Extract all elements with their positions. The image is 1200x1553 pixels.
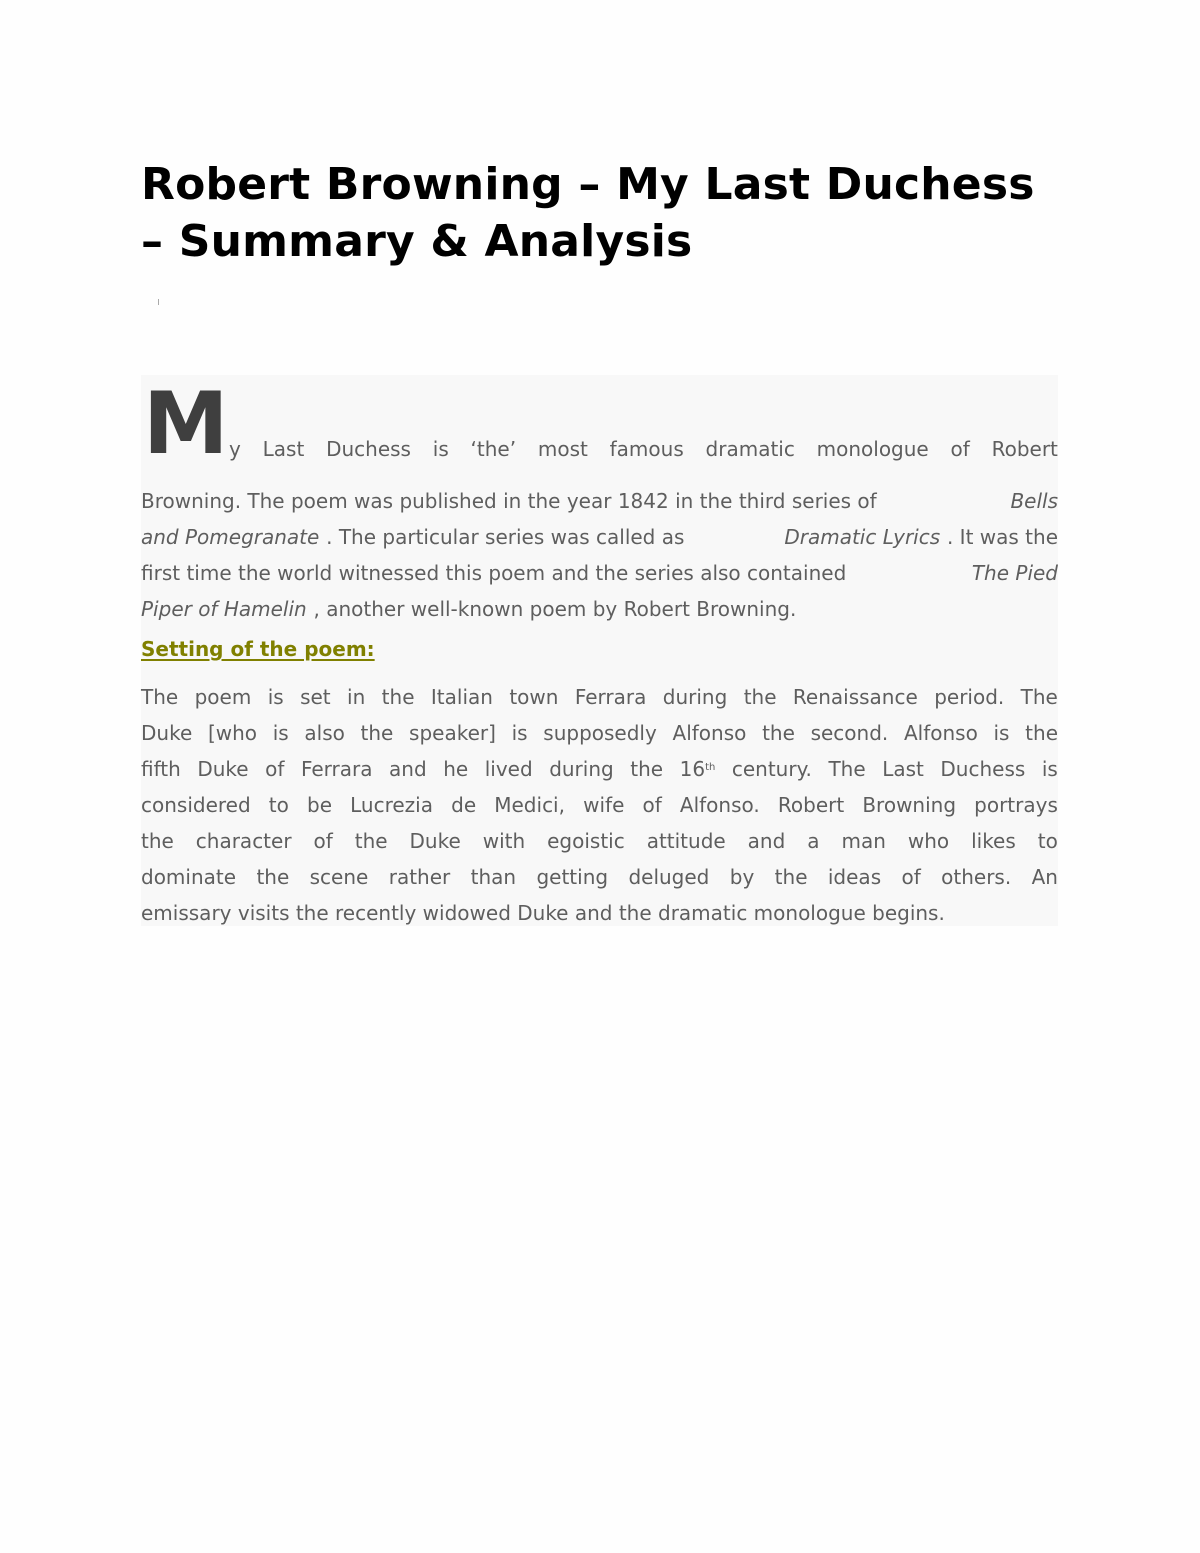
word: century. — [731, 757, 812, 781]
article-body — [141, 375, 1058, 926]
intro-line-2-text: Browning. The poem was published in the year 1842 in the third series of — [141, 489, 877, 513]
word: The — [1020, 685, 1058, 709]
word: speaker] — [409, 721, 496, 745]
word: set — [300, 685, 331, 709]
word: second. — [810, 721, 889, 745]
intro-line-4 — [141, 555, 1058, 591]
word: ideas — [827, 865, 882, 889]
word: Ferrara — [574, 685, 647, 709]
word: is — [272, 721, 289, 745]
word: fifth — [141, 757, 181, 781]
word: An — [1031, 865, 1058, 889]
word: is — [1041, 757, 1058, 781]
word: the — [1025, 721, 1058, 745]
word: attitude — [646, 829, 726, 853]
word: dominate — [141, 865, 237, 889]
setting-line-4 — [141, 787, 1058, 823]
setting-line-7 — [141, 895, 1058, 931]
intro-line-5-text: , another well-known poem by Robert Browning. — [313, 597, 797, 621]
word: Lucrezia — [350, 793, 433, 817]
word: [who — [207, 721, 258, 745]
word: is — [511, 721, 528, 745]
word: Alfonso — [672, 721, 747, 745]
setting-line-3 — [141, 751, 1058, 787]
word: de — [451, 793, 477, 817]
word: also — [304, 721, 345, 745]
word: the — [630, 757, 664, 781]
word: Italian — [430, 685, 493, 709]
word: during — [549, 757, 614, 781]
word: by — [729, 865, 755, 889]
word: of — [901, 865, 921, 889]
word: with — [482, 829, 526, 853]
word: to — [268, 793, 289, 817]
word: the — [381, 685, 415, 709]
word: getting — [536, 865, 609, 889]
word: character — [195, 829, 292, 853]
word: Duke — [141, 721, 193, 745]
word: supposedly — [543, 721, 657, 745]
word: the — [141, 829, 174, 853]
word: monologue — [816, 437, 929, 461]
setting-line-6 — [141, 859, 1058, 895]
word: The — [828, 757, 866, 781]
intro-paragraph — [141, 375, 1058, 625]
word: be — [307, 793, 332, 817]
word: Ferrara — [300, 757, 373, 781]
word: Last — [262, 437, 305, 461]
setting-line-5 — [141, 823, 1058, 859]
setting-line-1 — [141, 679, 1058, 715]
intro-line-5 — [141, 591, 1058, 627]
word: who — [907, 829, 950, 853]
word: poem — [194, 685, 252, 709]
word: is — [267, 685, 284, 709]
word: ‘the’ — [470, 437, 517, 461]
word: and — [747, 829, 786, 853]
word: Renaissance — [792, 685, 918, 709]
word: of — [265, 757, 285, 781]
word: dramatic — [705, 437, 795, 461]
intro-line-3-text-2: . It was the — [946, 525, 1058, 549]
word: of — [313, 829, 333, 853]
intro-line-3 — [141, 519, 1058, 555]
word: others. — [941, 865, 1012, 889]
word: Duke — [197, 757, 249, 781]
word: period. — [934, 685, 1005, 709]
intro-line-3-italic-2: Dramatic Lyrics — [784, 525, 941, 549]
word: y — [229, 437, 241, 461]
word: Duchess — [940, 757, 1026, 781]
word: town — [509, 685, 559, 709]
word: Alfonso. — [679, 793, 760, 817]
stray-mark — [158, 299, 159, 305]
word: 16th — [679, 757, 716, 781]
section-heading-setting: Setting of the poem: — [141, 637, 375, 661]
word: likes — [971, 829, 1016, 853]
word: Medici, — [494, 793, 565, 817]
intro-line-2 — [141, 483, 1058, 519]
word: during — [662, 685, 728, 709]
word: the — [256, 865, 290, 889]
word: Last — [882, 757, 924, 781]
word: of — [642, 793, 662, 817]
word: the — [360, 721, 394, 745]
word: is — [432, 437, 449, 461]
word: scene — [309, 865, 369, 889]
word: a — [807, 829, 820, 853]
intro-line-1 — [229, 431, 1058, 467]
word: Duke — [409, 829, 461, 853]
intro-line-3-text: . The particular series was called as — [326, 525, 685, 549]
word: than — [470, 865, 517, 889]
word: of — [950, 437, 970, 461]
word: the — [774, 865, 808, 889]
intro-line-3-italic: and Pomegranate — [141, 525, 320, 549]
drop-cap: M — [143, 374, 229, 474]
word: the — [743, 685, 777, 709]
page-title: Robert Browning – My Last Duchess – Summary & Analysis — [141, 159, 1035, 267]
word: Browning — [862, 793, 957, 817]
word: famous — [609, 437, 684, 461]
word: Duchess — [326, 437, 411, 461]
word: he — [443, 757, 469, 781]
word: is — [993, 721, 1010, 745]
intro-line-4-italic: The Pied — [971, 561, 1058, 585]
word: Robert — [777, 793, 845, 817]
word: lived — [484, 757, 533, 781]
intro-line-2-italic: Bells — [1010, 489, 1058, 513]
word: Alfonso — [903, 721, 978, 745]
word: rather — [388, 865, 451, 889]
intro-line-5-italic: Piper of Hamelin — [141, 597, 307, 621]
word: wife — [583, 793, 625, 817]
word: and — [389, 757, 427, 781]
word: The — [141, 685, 179, 709]
word: egoistic — [547, 829, 625, 853]
setting-line-text: emissary visits the recently widowed Duke and the dramatic monologue begins. — [141, 901, 945, 925]
ordinal-superscript: th — [705, 762, 716, 773]
word: the — [354, 829, 388, 853]
word: to — [1037, 829, 1058, 853]
word: deluged — [628, 865, 710, 889]
word: portrays — [974, 793, 1058, 817]
word: in — [347, 685, 366, 709]
word: Robert — [991, 437, 1058, 461]
word: considered — [141, 793, 251, 817]
setting-line-2 — [141, 715, 1058, 751]
word: the — [762, 721, 795, 745]
word: most — [537, 437, 588, 461]
word: man — [841, 829, 886, 853]
intro-line-4-text: first time the world witnessed this poem and the series also contained — [141, 561, 847, 585]
